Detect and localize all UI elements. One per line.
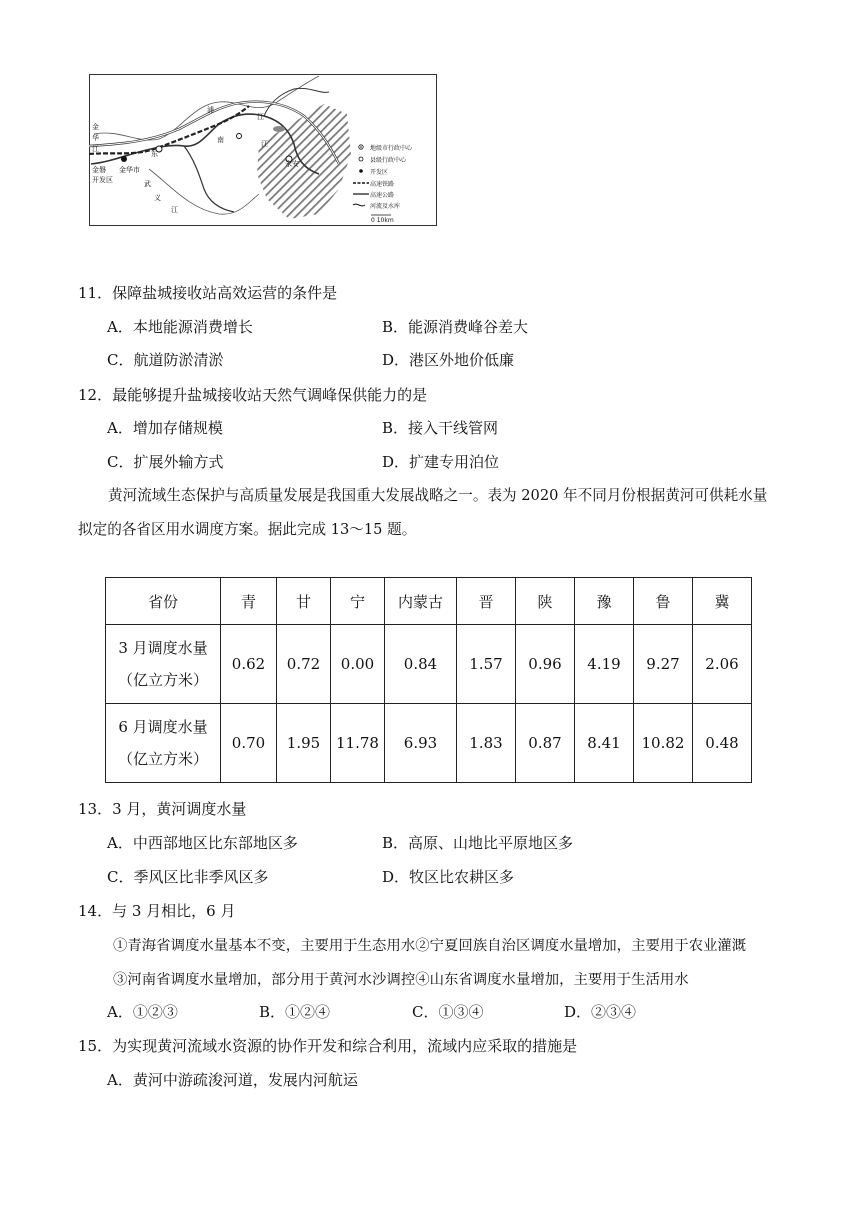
table-cell: 0.84 [385, 625, 457, 704]
row-label-unit: （亿立方米） [117, 750, 208, 768]
map-label: 金 [92, 123, 99, 131]
city-marker [121, 156, 127, 162]
map-label: 东 [151, 150, 158, 158]
province-header: 宁 [331, 578, 385, 625]
legend-label: 高速铁路 [370, 181, 395, 188]
q13-option-b: B．高原、山地比平原地区多 [382, 834, 574, 852]
table-row [106, 625, 752, 704]
map-label: 永安 [285, 160, 299, 168]
q13-option-d: D．牧区比农耕区多 [382, 868, 515, 886]
city-marker [237, 134, 242, 139]
table-cell: 1.57 [457, 625, 516, 704]
province-header: 晋 [457, 578, 516, 625]
regional-map [89, 74, 437, 226]
map-label: 江 [261, 140, 268, 148]
reservoir [273, 126, 285, 132]
table-cell: 0.72 [277, 625, 331, 704]
table-cell: 0.96 [516, 625, 575, 704]
map-label: 金华市 [119, 166, 140, 174]
q14-statement-1: ①青海省调度水量基本不变，主要用于生态用水②宁夏回族自治区调度水量增加，主要用于农业灌溉 [113, 938, 747, 954]
q11-option-d: D．港区外地价低廉 [382, 351, 515, 369]
map-label: 华 [92, 134, 99, 142]
map-label: 江 [171, 206, 178, 214]
province-header: 陕 [516, 578, 575, 625]
province-header: 豫 [575, 578, 634, 625]
map-label: 开发区 [92, 176, 113, 184]
question-12-stem: 12．最能够提升盐城接收站天然气调峰保供能力的是 [78, 386, 428, 404]
map-label: 浦 [207, 106, 214, 114]
q13-option-c: C．季风区比非季风区多 [107, 868, 269, 886]
row-label-line: 3 月调度水量 [118, 639, 208, 657]
table-cell: 8.41 [575, 704, 634, 783]
table-cell: 1.95 [277, 704, 331, 783]
table-header-row [106, 578, 752, 625]
table-cell: 0.00 [331, 625, 385, 704]
table-cell: 6.93 [385, 704, 457, 783]
table-cell: 9.27 [634, 625, 693, 704]
table-cell: 11.78 [331, 704, 385, 783]
map-label: 江 [92, 145, 99, 153]
table-cell: 0.87 [516, 704, 575, 783]
row-label-unit: （亿立方米） [117, 671, 208, 689]
province-header: 甘 [277, 578, 331, 625]
province-header: 内蒙古 [385, 578, 457, 625]
table-cell: 0.48 [693, 704, 752, 783]
table-row [106, 704, 752, 783]
table-cell: 2.06 [693, 625, 752, 704]
province-header: 冀 [693, 578, 752, 625]
legend-label: 地级市行政中心 [370, 145, 413, 152]
legend-label: 河流及水库 [370, 203, 401, 210]
row-label [106, 704, 221, 783]
scale-bar-label: 0 10km [371, 217, 394, 224]
q11-option-a: A．本地能源消费增长 [107, 318, 253, 336]
q12-option-c: C．扩展外输方式 [107, 453, 224, 471]
map-label: 江 [257, 113, 264, 121]
q12-option-b: B．接入干线管网 [382, 419, 499, 437]
map-label: 南 [217, 136, 224, 144]
intro-line-2: 拟定的各省区用水调度方案。据此完成 13～15 题。 [78, 521, 417, 538]
question-11-stem: 11．保障盐城接收站高效运营的条件是 [78, 284, 338, 302]
province-header: 青 [221, 578, 277, 625]
map-label: 武 [144, 180, 151, 188]
map-label: 义 [154, 194, 161, 202]
q14-option-c: C．①③④ [412, 1003, 484, 1021]
legend-label: 县级行政中心 [370, 157, 407, 164]
q14-option-d: D．②③④ [564, 1003, 637, 1021]
question-13-stem: 13．3 月，黄河调度水量 [78, 800, 247, 818]
province-header: 鲁 [634, 578, 693, 625]
q14-option-b: B．①②④ [259, 1003, 331, 1021]
q15-option-a: A．黄河中游疏浚河道，发展内河航运 [107, 1071, 358, 1089]
table-cell: 4.19 [575, 625, 634, 704]
table-cell: 10.82 [634, 704, 693, 783]
table-cell: 0.70 [221, 704, 277, 783]
question-14-stem: 14．与 3 月相比，6 月 [78, 902, 236, 920]
table-cell: 0.62 [221, 625, 277, 704]
legend-label: 高速公路 [370, 192, 395, 199]
q11-option-c: C．航道防淤清淤 [107, 351, 224, 369]
intro-line-1: 黄河流域生态保护与高质量发展是我国重大发展战略之一。表为 2020 年不同月份根据黄河可供耗水量 [108, 487, 768, 504]
q12-option-d: D．扩建专用泊位 [382, 453, 500, 471]
row-label [106, 625, 221, 704]
water-schedule-table [105, 577, 752, 783]
map-label: 金磐 [92, 166, 106, 174]
table-cell: 1.83 [457, 704, 516, 783]
q11-option-b: B．能源消费峰谷差大 [382, 318, 529, 336]
q14-statement-2: ③河南省调度水量增加，部分用于黄河水沙调控④山东省调度水量增加，主要用于生活用水 [113, 972, 689, 988]
row-label-line: 6 月调度水量 [118, 718, 208, 736]
q14-option-a: A．①②③ [107, 1003, 178, 1021]
q12-option-a: A．增加存储规模 [107, 419, 223, 437]
legend-label: 开发区 [370, 169, 389, 176]
header-label: 省份 [106, 578, 221, 625]
q13-option-a: A．中西部地区比东部地区多 [107, 834, 298, 852]
question-15-stem: 15．为实现黄河流域水资源的协作开发和综合利用，流域内应采取的措施是 [78, 1037, 578, 1055]
